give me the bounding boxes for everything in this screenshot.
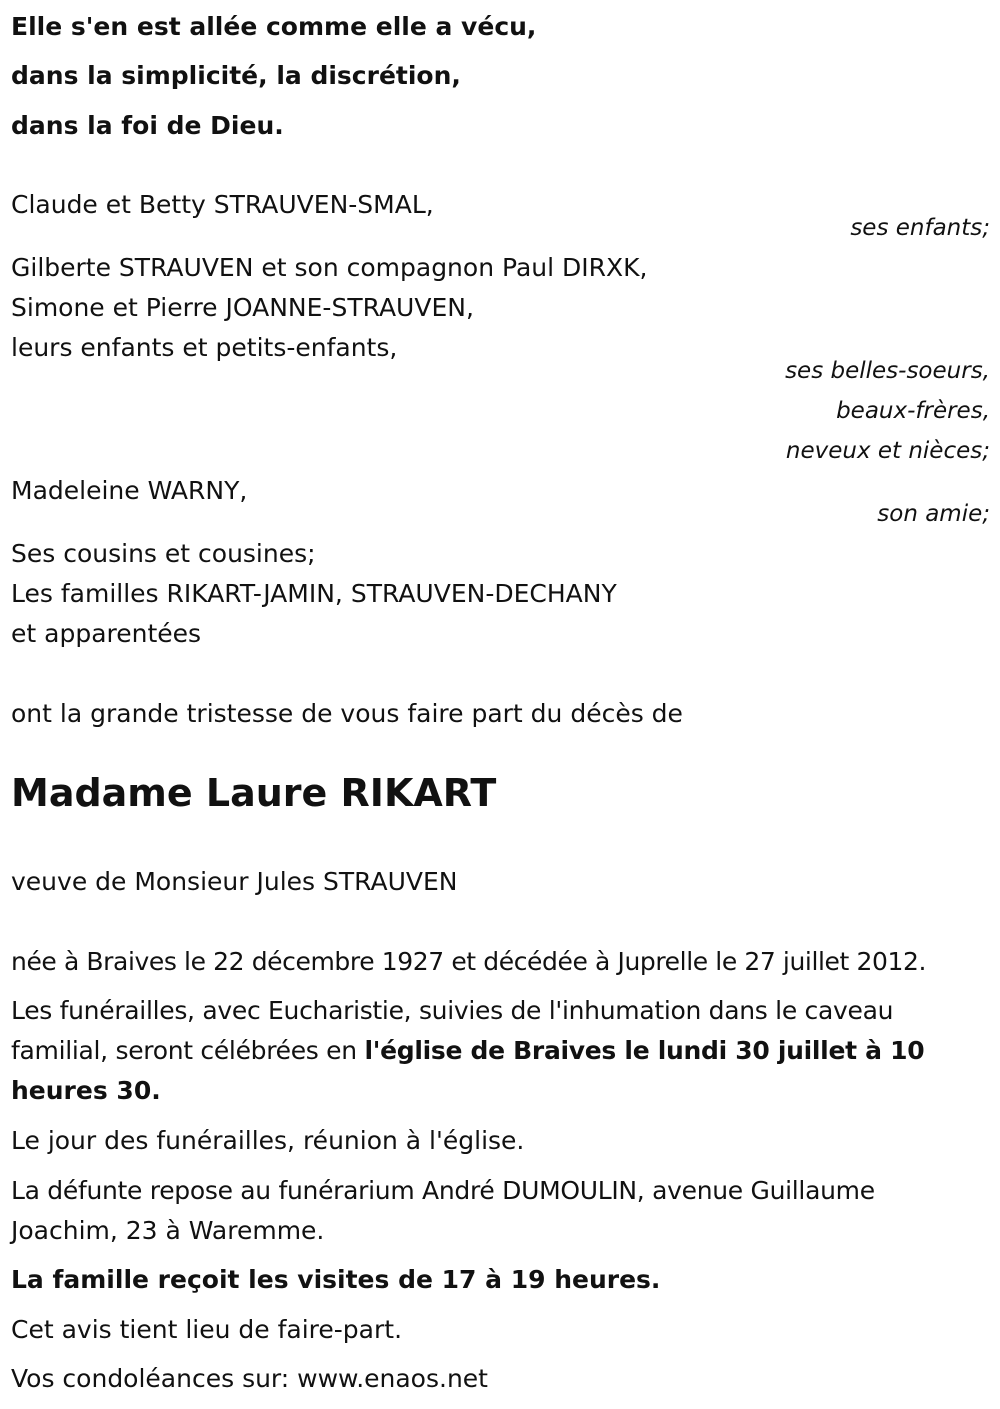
sisters-role-3: neveux et nièces; bbox=[785, 438, 990, 464]
friend-name: Madeleine WARNY, bbox=[11, 476, 248, 505]
sister-2-names: Simone et Pierre JOANNE-STRAUVEN, bbox=[11, 293, 474, 322]
funeral-line-1: Les funérailles, avec Eucharistie, suivies de l'inhumation dans le caveau bbox=[11, 996, 894, 1025]
cousins: Ses cousins et cousines; bbox=[11, 539, 316, 568]
announcement: ont la grande tristesse de vous faire part du décès de bbox=[11, 699, 683, 728]
funerarium-line-1: La défunte repose au funérarium André DUMOULIN, avenue Guillaume bbox=[11, 1176, 875, 1205]
widow-of: veuve de Monsieur Jules STRAUVEN bbox=[11, 867, 458, 896]
sisters-family: leurs enfants et petits-enfants, bbox=[11, 333, 398, 362]
deceased-name: Madame Laure RIKART bbox=[11, 771, 497, 815]
birth-death-dates: née à Braives le 22 décembre 1927 et décédée à Juprelle le 27 juillet 2012. bbox=[11, 947, 927, 976]
notice: Cet avis tient lieu de faire-part. bbox=[11, 1315, 403, 1344]
condolences: Vos condoléances sur: www.enaos.net bbox=[11, 1364, 488, 1393]
sister-1-names: Gilberte STRAUVEN et son compagnon Paul DIRXK, bbox=[11, 253, 648, 282]
funeral-church-date: l'église de Braives le lundi 30 juillet à 10 bbox=[364, 1036, 925, 1065]
visits-info: La famille reçoit les visites de 17 à 19 heures. bbox=[11, 1265, 661, 1294]
families: Les familles RIKART-JAMIN, STRAUVEN-DECHANY bbox=[11, 579, 617, 608]
children-names: Claude et Betty STRAUVEN-SMAL, bbox=[11, 190, 434, 219]
funeral-line-2 bbox=[11, 1036, 924, 1066]
intro-line-2: dans la simplicité, la discrétion, bbox=[11, 61, 461, 90]
sisters-role-2: beaux-frères, bbox=[836, 398, 990, 424]
intro-line-3: dans la foi de Dieu. bbox=[11, 111, 284, 140]
sisters-role-1: ses belles-soeurs, bbox=[785, 358, 990, 384]
related: et apparentées bbox=[11, 619, 202, 648]
intro-line-1: Elle s'en est allée comme elle a vécu, bbox=[11, 12, 537, 41]
friend-role: son amie; bbox=[877, 501, 990, 527]
funeral-time: heures 30. bbox=[11, 1076, 161, 1105]
meeting-info: Le jour des funérailles, réunion à l'église. bbox=[11, 1126, 525, 1155]
funerarium-line-2: Joachim, 23 à Waremme. bbox=[11, 1216, 325, 1245]
funeral-line-2-plain: familial, seront célébrées en bbox=[11, 1036, 365, 1065]
children-role: ses enfants; bbox=[850, 215, 990, 241]
